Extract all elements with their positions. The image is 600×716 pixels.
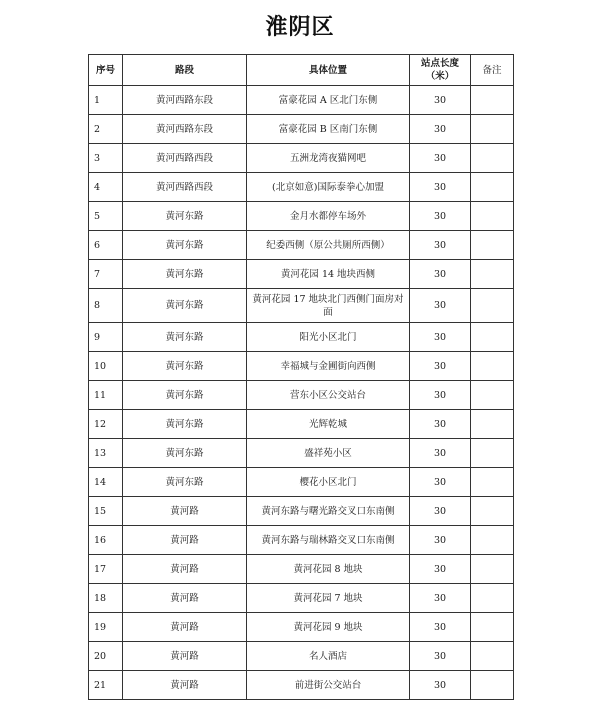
cell-location: 樱花小区北门 [247, 468, 410, 497]
cell-length: 30 [410, 439, 471, 468]
cell-length: 30 [410, 115, 471, 144]
cell-remark [471, 144, 514, 173]
cell-location: 黄河花园 14 地块西侧 [247, 260, 410, 289]
cell-location: 金月水都停车场外 [247, 202, 410, 231]
cell-length: 30 [410, 497, 471, 526]
cell-length: 30 [410, 555, 471, 584]
cell-location: 前进街公交站台 [247, 671, 410, 700]
cell-road: 黄河路 [123, 642, 247, 671]
cell-no: 11 [89, 381, 123, 410]
cell-road: 黄河东路 [123, 289, 247, 323]
table-row [89, 231, 514, 260]
cell-location: 盛祥苑小区 [247, 439, 410, 468]
cell-location: 黄河花园 8 地块 [247, 555, 410, 584]
table-row [89, 584, 514, 613]
table-row [89, 86, 514, 115]
cell-no: 13 [89, 439, 123, 468]
cell-remark [471, 613, 514, 642]
cell-location: 富豪花园 A 区北门东侧 [247, 86, 410, 115]
cell-location: 富豪花园 B 区南门东侧 [247, 115, 410, 144]
cell-road: 黄河东路 [123, 260, 247, 289]
cell-location: 光辉乾城 [247, 410, 410, 439]
cell-road: 黄河路 [123, 613, 247, 642]
table-row [89, 173, 514, 202]
cell-remark [471, 410, 514, 439]
cell-remark [471, 202, 514, 231]
cell-road: 黄河东路 [123, 381, 247, 410]
table-row [89, 526, 514, 555]
cell-length: 30 [410, 410, 471, 439]
table-row [89, 202, 514, 231]
cell-location: 黄河花园 7 地块 [247, 584, 410, 613]
cell-no: 3 [89, 144, 123, 173]
table-row [89, 613, 514, 642]
cell-no: 15 [89, 497, 123, 526]
table-row [89, 497, 514, 526]
cell-location: (北京如意)国际泰拳心加盟 [247, 173, 410, 202]
cell-remark [471, 468, 514, 497]
table-row [89, 144, 514, 173]
table-row [89, 555, 514, 584]
cell-no: 9 [89, 323, 123, 352]
cell-road: 黄河东路 [123, 439, 247, 468]
cell-road: 黄河西路西段 [123, 144, 247, 173]
table-row [89, 352, 514, 381]
cell-remark [471, 289, 514, 323]
cell-no: 12 [89, 410, 123, 439]
table-row [89, 468, 514, 497]
cell-road: 黄河路 [123, 526, 247, 555]
table-row [89, 671, 514, 700]
header-location: 具体位置 [247, 55, 410, 86]
cell-road: 黄河路 [123, 584, 247, 613]
cell-remark [471, 86, 514, 115]
cell-remark [471, 173, 514, 202]
cell-remark [471, 497, 514, 526]
cell-remark [471, 260, 514, 289]
cell-no: 4 [89, 173, 123, 202]
cell-location: 五洲龙湾夜猫网吧 [247, 144, 410, 173]
cell-length: 30 [410, 86, 471, 115]
cell-length: 30 [410, 381, 471, 410]
cell-road: 黄河东路 [123, 231, 247, 260]
cell-location: 营东小区公交站台 [247, 381, 410, 410]
cell-road: 黄河东路 [123, 323, 247, 352]
table-row [89, 439, 514, 468]
cell-length: 30 [410, 173, 471, 202]
cell-road: 黄河西路东段 [123, 86, 247, 115]
cell-length: 30 [410, 584, 471, 613]
cell-no: 14 [89, 468, 123, 497]
cell-no: 2 [89, 115, 123, 144]
cell-remark [471, 526, 514, 555]
header-length: 站点长度（米） [410, 55, 471, 86]
cell-remark [471, 671, 514, 700]
cell-road: 黄河东路 [123, 468, 247, 497]
cell-no: 17 [89, 555, 123, 584]
header-remark: 备注 [471, 55, 514, 86]
cell-length: 30 [410, 289, 471, 323]
cell-road: 黄河路 [123, 497, 247, 526]
cell-remark [471, 555, 514, 584]
cell-no: 10 [89, 352, 123, 381]
cell-road: 黄河路 [123, 555, 247, 584]
cell-remark [471, 439, 514, 468]
cell-length: 30 [410, 526, 471, 555]
cell-no: 8 [89, 289, 123, 323]
cell-remark [471, 231, 514, 260]
cell-remark [471, 584, 514, 613]
cell-location: 阳光小区北门 [247, 323, 410, 352]
cell-location: 黄河花园 9 地块 [247, 613, 410, 642]
cell-location: 黄河东路与瑞林路交叉口东南侧 [247, 526, 410, 555]
cell-location: 纪委西侧（原公共厕所西侧） [247, 231, 410, 260]
cell-length: 30 [410, 202, 471, 231]
cell-no: 18 [89, 584, 123, 613]
header-no: 序号 [89, 55, 123, 86]
cell-no: 6 [89, 231, 123, 260]
cell-length: 30 [410, 352, 471, 381]
cell-road: 黄河东路 [123, 202, 247, 231]
cell-no: 16 [89, 526, 123, 555]
station-table [88, 54, 514, 700]
cell-no: 21 [89, 671, 123, 700]
cell-no: 5 [89, 202, 123, 231]
cell-length: 30 [410, 323, 471, 352]
cell-length: 30 [410, 613, 471, 642]
table-row [89, 289, 514, 323]
cell-no: 20 [89, 642, 123, 671]
cell-road: 黄河路 [123, 671, 247, 700]
table-row [89, 260, 514, 289]
cell-length: 30 [410, 671, 471, 700]
table-row [89, 115, 514, 144]
cell-road: 黄河西路东段 [123, 115, 247, 144]
page-title: 淮阴区 [265, 15, 335, 40]
cell-length: 30 [410, 144, 471, 173]
cell-road: 黄河西路西段 [123, 173, 247, 202]
cell-length: 30 [410, 231, 471, 260]
cell-no: 1 [89, 86, 123, 115]
cell-no: 7 [89, 260, 123, 289]
table-row [89, 323, 514, 352]
table-header-row [89, 55, 514, 86]
cell-remark [471, 642, 514, 671]
table-row [89, 381, 514, 410]
cell-remark [471, 115, 514, 144]
cell-length: 30 [410, 642, 471, 671]
cell-location: 黄河东路与曙光路交叉口东南侧 [247, 497, 410, 526]
cell-no: 19 [89, 613, 123, 642]
cell-location: 名人酒店 [247, 642, 410, 671]
cell-remark [471, 352, 514, 381]
cell-remark [471, 323, 514, 352]
cell-road: 黄河东路 [123, 410, 247, 439]
cell-road: 黄河东路 [123, 352, 247, 381]
cell-length: 30 [410, 260, 471, 289]
table-row [89, 410, 514, 439]
cell-location: 幸福城与金圃街向西侧 [247, 352, 410, 381]
cell-location: 黄河花园 17 地块北门西侧门面房对面 [247, 289, 410, 323]
cell-length: 30 [410, 468, 471, 497]
cell-remark [471, 381, 514, 410]
table-row [89, 642, 514, 671]
header-road: 路段 [123, 55, 247, 86]
